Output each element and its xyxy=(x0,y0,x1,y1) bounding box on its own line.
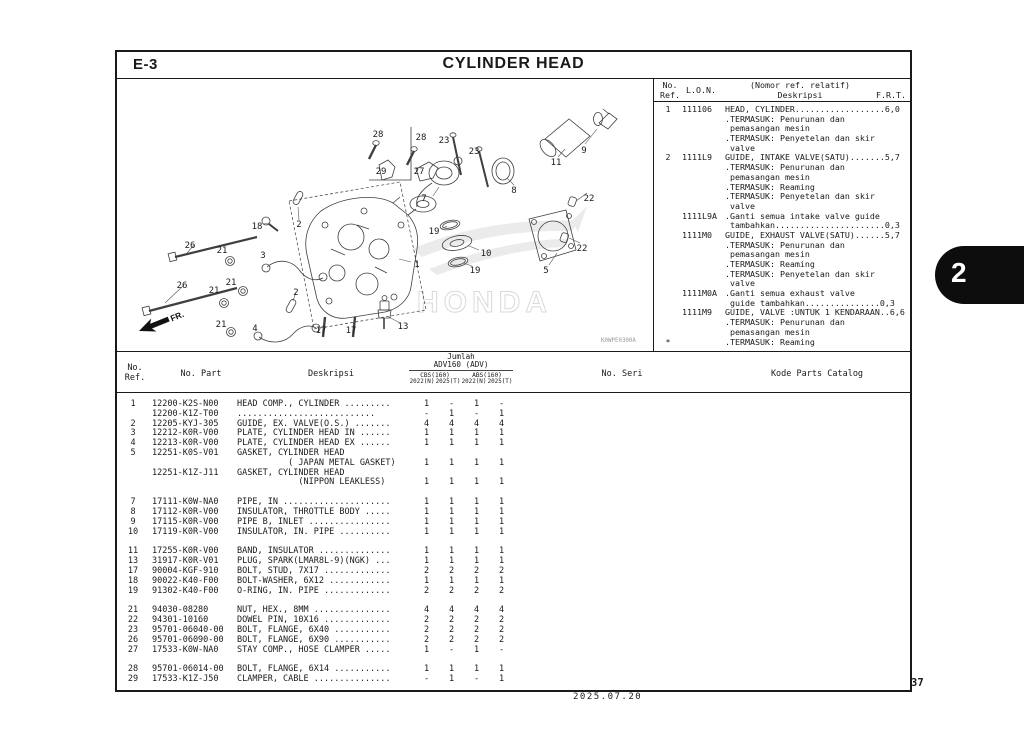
parts-table-row: 5 12251-K0S-V01 GASKET, CYLINDER HEAD xyxy=(130,447,345,458)
ref-panel-body xyxy=(654,102,910,347)
parts-table-row: 10 17119-K0R-V00 INSULATOR, IN. PIPE .......... 1 1 1 1 xyxy=(127,526,505,537)
col-no: No. xyxy=(127,363,143,373)
page-number: 37 xyxy=(911,677,924,689)
ref-panel-row: 1111M9 GUIDE, VALVE :UNTUK 1 KENDARAAN..6,6 xyxy=(682,307,905,318)
parts-table-group xyxy=(117,547,910,596)
callout-5: 5 xyxy=(543,266,549,276)
qty-year-3: 2022(N) xyxy=(461,379,487,385)
parts-table-row: 12200-K1Z-T00 ........................... - 1 - 1 xyxy=(152,408,505,419)
parts-table-group xyxy=(117,400,910,488)
parts-table-row: 9 17115-K0R-V00 PIPE B, INLET ................ 1 1 1 1 xyxy=(130,516,505,527)
parts-diagram xyxy=(117,79,653,351)
callout-23: 23 xyxy=(438,136,450,146)
rp-col-nomor: (Nomor ref. relatif) xyxy=(750,80,850,90)
col-seri: No. Seri xyxy=(601,369,643,379)
rp-col-lon: L.O.N. xyxy=(686,85,716,95)
callout-17: 17 xyxy=(345,326,357,336)
ref-panel xyxy=(653,79,910,351)
parts-table-row: 21 94030-08280 NUT, HEX., 8MM ............... 4 4 4 4 xyxy=(127,605,505,616)
callout-21: 21 xyxy=(225,278,237,288)
qty-year-4: 2025(T) xyxy=(487,379,513,385)
qty-year-2: 2025(T) xyxy=(435,379,461,385)
callout-18: 18 xyxy=(251,222,263,232)
callout-28: 28 xyxy=(372,130,384,140)
ref-panel-row: 2 1111L9 GUIDE, INTAKE VALVE(SATU).......5,7 xyxy=(665,152,900,163)
ref-panel-row: valve xyxy=(725,200,755,211)
parts-table-row: 4 12213-K0R-V00 PLATE, CYLINDER HEAD EX ...... 1 1 1 1 xyxy=(130,438,505,449)
footer-date: 2025.07.20 xyxy=(573,692,643,702)
callout-3: 3 xyxy=(260,251,266,261)
section-code: E-3 xyxy=(133,56,158,73)
qty-year-1: 2022(N) xyxy=(409,379,435,385)
watermark-text: HONDA xyxy=(417,286,552,319)
section-tab-number: 2 xyxy=(951,257,967,288)
rp-col-frt: F.R.T. xyxy=(876,90,906,100)
callout-10: 10 xyxy=(480,249,492,259)
parts-table-group xyxy=(117,665,910,685)
ref-panel-row: tambahkan......................0,3 xyxy=(725,220,900,231)
col-deskripsi: Deskripsi xyxy=(307,369,355,379)
callout-7: 7 xyxy=(421,194,427,204)
callout-28: 28 xyxy=(415,133,427,143)
ref-panel-row: .TERMASUK: Reaming xyxy=(725,259,815,269)
callout-26: 26 xyxy=(176,281,188,291)
parts-table-row: 22 94301-10160 DOWEL PIN, 10X16 ............. 2 2 2 2 xyxy=(127,615,505,626)
ref-panel-header xyxy=(654,79,910,102)
diagram-code: K0WPE0300A xyxy=(601,338,636,344)
ref-panel-row: .TERMASUK: Penyetelan dan skir xyxy=(725,268,875,279)
parts-table-row: 29 17533-K1Z-J50 CLAMPER, CABLE ............... - 1 - 1 xyxy=(127,674,505,685)
parts-table-row: 11 17255-K0R-V00 BAND, INSULATOR .............. 1 1 1 1 xyxy=(127,546,505,557)
cylinder-head-drawing xyxy=(306,197,418,318)
ref-panel-row: .TERMASUK: Reaming xyxy=(725,181,815,192)
ref-panel-row: .TERMASUK: Penurunan dan xyxy=(725,239,845,250)
parts-table-row: 3 12212-K0R-V00 PLATE, CYLINDER HEAD IN ...... 1 1 1 1 xyxy=(130,428,505,439)
parts-table-row: 18 90022-K40-F00 BOLT-WASHER, 6X12 ............ 1 1 1 1 xyxy=(127,575,505,586)
parts-table-row: 2 12205-KYJ-305 GUIDE, EX. VALVE(O.S.) ....... 4 4 4 4 xyxy=(130,418,505,429)
callout-22: 22 xyxy=(576,244,588,254)
qty-sub-abs: ABS(160) xyxy=(472,372,502,379)
parts-table-row: 28 95701-06014-00 BOLT, FLANGE, 6X14 ........... 1 1 1 1 xyxy=(127,664,505,675)
callout-13: 13 xyxy=(397,322,409,332)
col-part: No. Part xyxy=(180,369,222,379)
rp-col-ref: Ref. xyxy=(660,90,680,100)
ref-panel-row: 1111M0 GUIDE, EXHAUST VALVE(SATU)......5,7 xyxy=(682,229,900,240)
callout-26: 26 xyxy=(184,241,196,251)
ref-panel-row: .TERMASUK: Penyetelan dan skir xyxy=(725,133,875,144)
ref-panel-row: .TERMASUK: Penurunan dan xyxy=(725,317,845,328)
parts-table-row: 8 17112-K0R-V00 INSULATOR, THROTTLE BODY ..... 1 1 1 1 xyxy=(130,506,505,517)
callout-2: 2 xyxy=(293,288,299,298)
callout-29: 29 xyxy=(375,167,387,177)
callout-19: 19 xyxy=(469,266,481,276)
callout-22: 22 xyxy=(583,194,595,204)
callout-23: 23 xyxy=(468,147,480,157)
ref-panel-row: valve xyxy=(725,278,755,289)
title-bar xyxy=(117,52,910,79)
callout-4: 4 xyxy=(252,324,258,334)
fr-label: FR. xyxy=(168,308,186,324)
ref-panel-row: .TERMASUK: Penurunan dan xyxy=(725,162,845,173)
parts-table-row: 7 17111-K0W-NA0 PIPE, IN ..................... 1 1 1 1 xyxy=(130,497,505,508)
parts-table-row: (NIPPON LEAKLESS) 1 1 1 1 xyxy=(237,477,505,488)
parts-table-row: 27 17533-K0W-NA0 STAY COMP., HOSE CLAMPER ..... 1 - 1 - xyxy=(127,644,505,655)
callout-8: 8 xyxy=(511,186,517,196)
ref-panel-row: .TERMASUK: Penurunan dan xyxy=(725,113,845,124)
col-kode: Kode Parts Catalog xyxy=(770,369,864,379)
section-tab[interactable] xyxy=(935,246,1024,304)
callout-1: 1 xyxy=(414,260,420,270)
callout-21: 21 xyxy=(208,286,220,296)
ref-panel-row: 1111L9A .Ganti semua intake valve guide xyxy=(682,210,880,221)
parts-table-group xyxy=(117,606,910,655)
callout-2: 2 xyxy=(296,220,302,230)
callout-17: 17 xyxy=(315,326,327,336)
callout-11: 11 xyxy=(550,158,562,168)
parts-table-row: 17 90004-KGF-910 BOLT, STUD, 7X17 ............. 2 2 2 2 xyxy=(127,565,505,576)
qty-sub-cbs: CBS(160) xyxy=(420,372,450,379)
callout-21: 21 xyxy=(216,246,228,256)
ref-panel-row: pemasangan mesin xyxy=(725,249,810,260)
ref-panel-row: valve xyxy=(725,142,755,153)
parts-table-row: 13 31917-K0R-V01 PLUG, SPARK(LMAR8L-9)(NGK) ... 1 1 1 1 xyxy=(127,556,505,567)
callout-9: 9 xyxy=(581,146,587,156)
ref-panel-row: .TERMASUK: Penyetelan dan skir xyxy=(725,191,875,202)
parts-table-row: 26 95701-06090-00 BOLT, FLANGE, 6X90 ........... 2 2 2 2 xyxy=(127,634,505,645)
rp-col-no: No. xyxy=(662,80,678,90)
parts-table-header xyxy=(117,352,910,393)
qty-model: ADV160 (ADV) xyxy=(409,361,513,371)
parts-table-row: ( JAPAN METAL GASKET) 1 1 1 1 xyxy=(237,457,505,468)
ref-panel-row: guide tambahkan...............0,3 xyxy=(725,297,895,308)
col-qty-group xyxy=(409,353,513,386)
page-title: CYLINDER HEAD xyxy=(442,55,585,72)
parts-table-row: 12251-K1Z-J11 GASKET, CYLINDER HEAD xyxy=(152,467,345,478)
callout-21: 21 xyxy=(215,320,227,330)
callout-19: 19 xyxy=(428,227,440,237)
parts-table-body xyxy=(117,393,910,685)
parts-table-group xyxy=(117,498,910,537)
col-ref: Ref. xyxy=(124,373,146,383)
diagram-area xyxy=(117,79,653,351)
fr-arrow-icon xyxy=(136,307,185,338)
ref-panel-row: pemasangan mesin xyxy=(725,123,810,134)
ref-panel-row: pemasangan mesin xyxy=(725,326,810,337)
callout-27: 27 xyxy=(413,167,425,177)
rp-col-deskripsi: Deskripsi xyxy=(777,90,823,100)
ref-panel-row: * .TERMASUK: Reaming xyxy=(665,336,815,347)
parts-table-row: 1 12200-K2S-N00 HEAD COMP., CYLINDER ......... 1 - 1 - xyxy=(130,399,505,409)
ref-panel-row: pemasangan mesin xyxy=(725,171,810,182)
ref-panel-row: 1111M0A .Ganti semua exhaust valve xyxy=(682,288,855,299)
intake-manifold-drawing xyxy=(410,157,462,212)
page-frame xyxy=(115,50,912,692)
parts-table-row: 23 95701-06040-00 BOLT, FLANGE, 6X40 ........... 2 2 2 2 xyxy=(127,624,505,635)
parts-table-row: 19 91302-K40-F00 O-RING, IN. PIPE ............. 2 2 2 2 xyxy=(127,585,505,596)
qty-title: Jumlah xyxy=(447,352,475,361)
parts-table xyxy=(117,352,910,690)
ref-panel-row: 1 111106 HEAD, CYLINDER..................6,0 xyxy=(665,104,900,114)
